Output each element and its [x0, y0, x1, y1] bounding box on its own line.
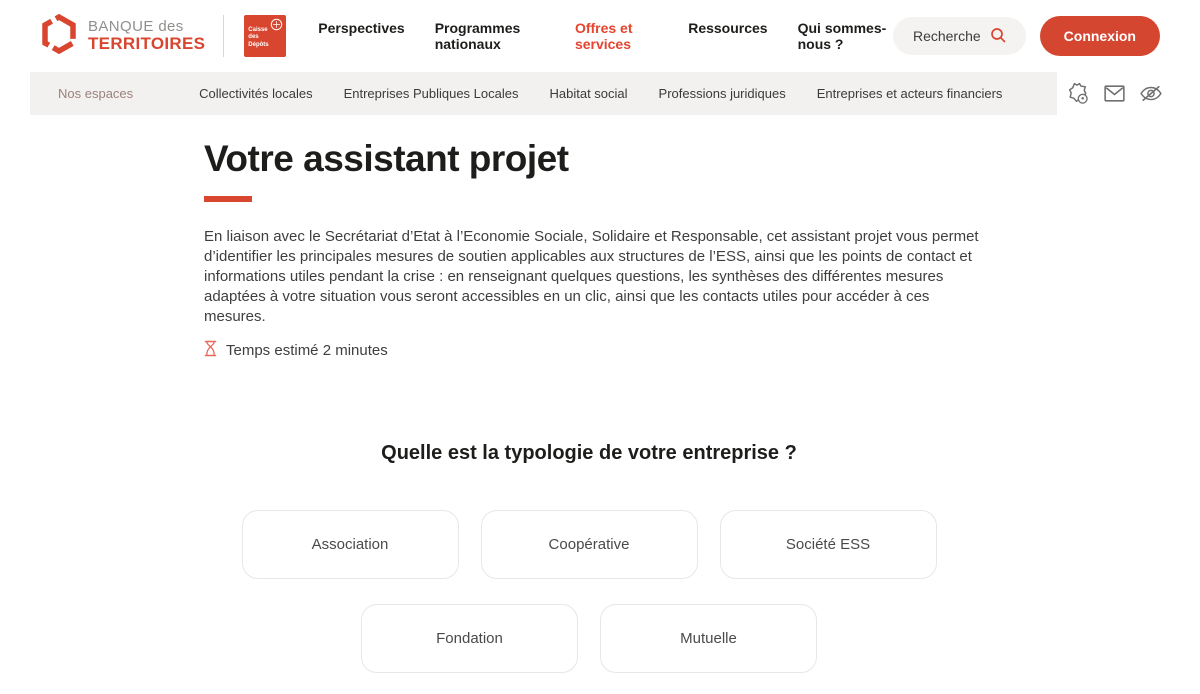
title-accent-bar: [204, 196, 252, 202]
mail-icon[interactable]: [1102, 81, 1127, 106]
login-button[interactable]: [1040, 16, 1160, 56]
subnav-entreprises-acteurs-financiers[interactable]: Entreprises et acteurs financiers: [816, 86, 1003, 101]
france-map-pin-icon[interactable]: [1066, 81, 1091, 106]
nav-qui-sommes-nous[interactable]: Qui sommes-nous ?: [797, 20, 887, 52]
subnav-section-label: Nos espaces: [58, 86, 134, 101]
time-estimate-row: [204, 340, 988, 361]
search-icon: [990, 27, 1006, 46]
nav-ressources[interactable]: Ressources: [688, 20, 768, 36]
intro-paragraph: En liaison avec le Secrétariat d’Etat à l’Economie Sociale, Solidaire et Responsable, cet assistant projet vous permet d’identifier les principales mesures de soutien applicables aux structures de l’ESS, ainsi que les points de contact et informations utiles pendant la crise : en renseignant quelques questions, les synthèses des différentes mesures adaptées à votre situation vous seront accessibles en un clic, ainsi que les contacts utiles pour accéder à ces mesures.: [204, 228, 979, 325]
brand-name: [88, 19, 205, 53]
spaces-bar: [30, 72, 1057, 115]
eye-off-icon[interactable]: [1138, 81, 1164, 106]
brand-line-2: TERRITOIRES: [88, 33, 206, 53]
banque-des-territoires-logo[interactable]: [40, 13, 286, 60]
nav-perspectives[interactable]: Perspectives: [318, 20, 405, 36]
search-label: Recherche: [912, 28, 981, 44]
subnav-row: [0, 72, 1200, 115]
caisse-des-depots-logo: [244, 15, 286, 57]
subnav-collectivites-locales[interactable]: Collectivités locales: [199, 86, 313, 101]
main-navigation: [318, 20, 893, 52]
subnav-icons: [1066, 81, 1164, 106]
option-mutuelle[interactable]: Mutuelle: [600, 604, 817, 673]
question-title: Quelle est la typologie de votre entreprise ?: [381, 442, 797, 464]
option-societe-ess[interactable]: Société ESS: [720, 510, 937, 579]
option-fondation[interactable]: Fondation: [361, 604, 578, 673]
spaces-navigation: [199, 86, 1002, 101]
intro-section: [204, 138, 988, 361]
brand-line-1: BANQUE des: [88, 18, 184, 36]
page-title: Votre assistant projet: [204, 138, 569, 179]
subnav-professions-juridiques[interactable]: Professions juridiques: [658, 86, 786, 101]
hexagon-logo-icon: [40, 13, 78, 60]
option-cooperative[interactable]: Coopérative: [481, 510, 698, 579]
nav-offres-et-services[interactable]: Offres et services: [574, 20, 633, 52]
subnav-entreprises-publiques-locales[interactable]: Entreprises Publiques Locales: [343, 86, 519, 101]
login-label: Connexion: [1063, 28, 1136, 44]
time-estimate-label: Temps estimé 2 minutes: [226, 342, 388, 359]
cdc-label: Caisse des Dépôts: [248, 26, 269, 48]
option-association[interactable]: Association: [242, 510, 459, 579]
site-header: [0, 0, 1200, 72]
hourglass-icon: [204, 340, 217, 361]
question-section: [0, 439, 1178, 467]
nav-programmes-nationaux[interactable]: Programmes nationaux: [434, 20, 521, 52]
logo-divider: [223, 15, 224, 57]
subnav-habitat-social[interactable]: Habitat social: [549, 86, 628, 101]
options-row-1: [0, 510, 1178, 579]
search-button[interactable]: [893, 17, 1026, 55]
options-row-2: [0, 604, 1178, 673]
